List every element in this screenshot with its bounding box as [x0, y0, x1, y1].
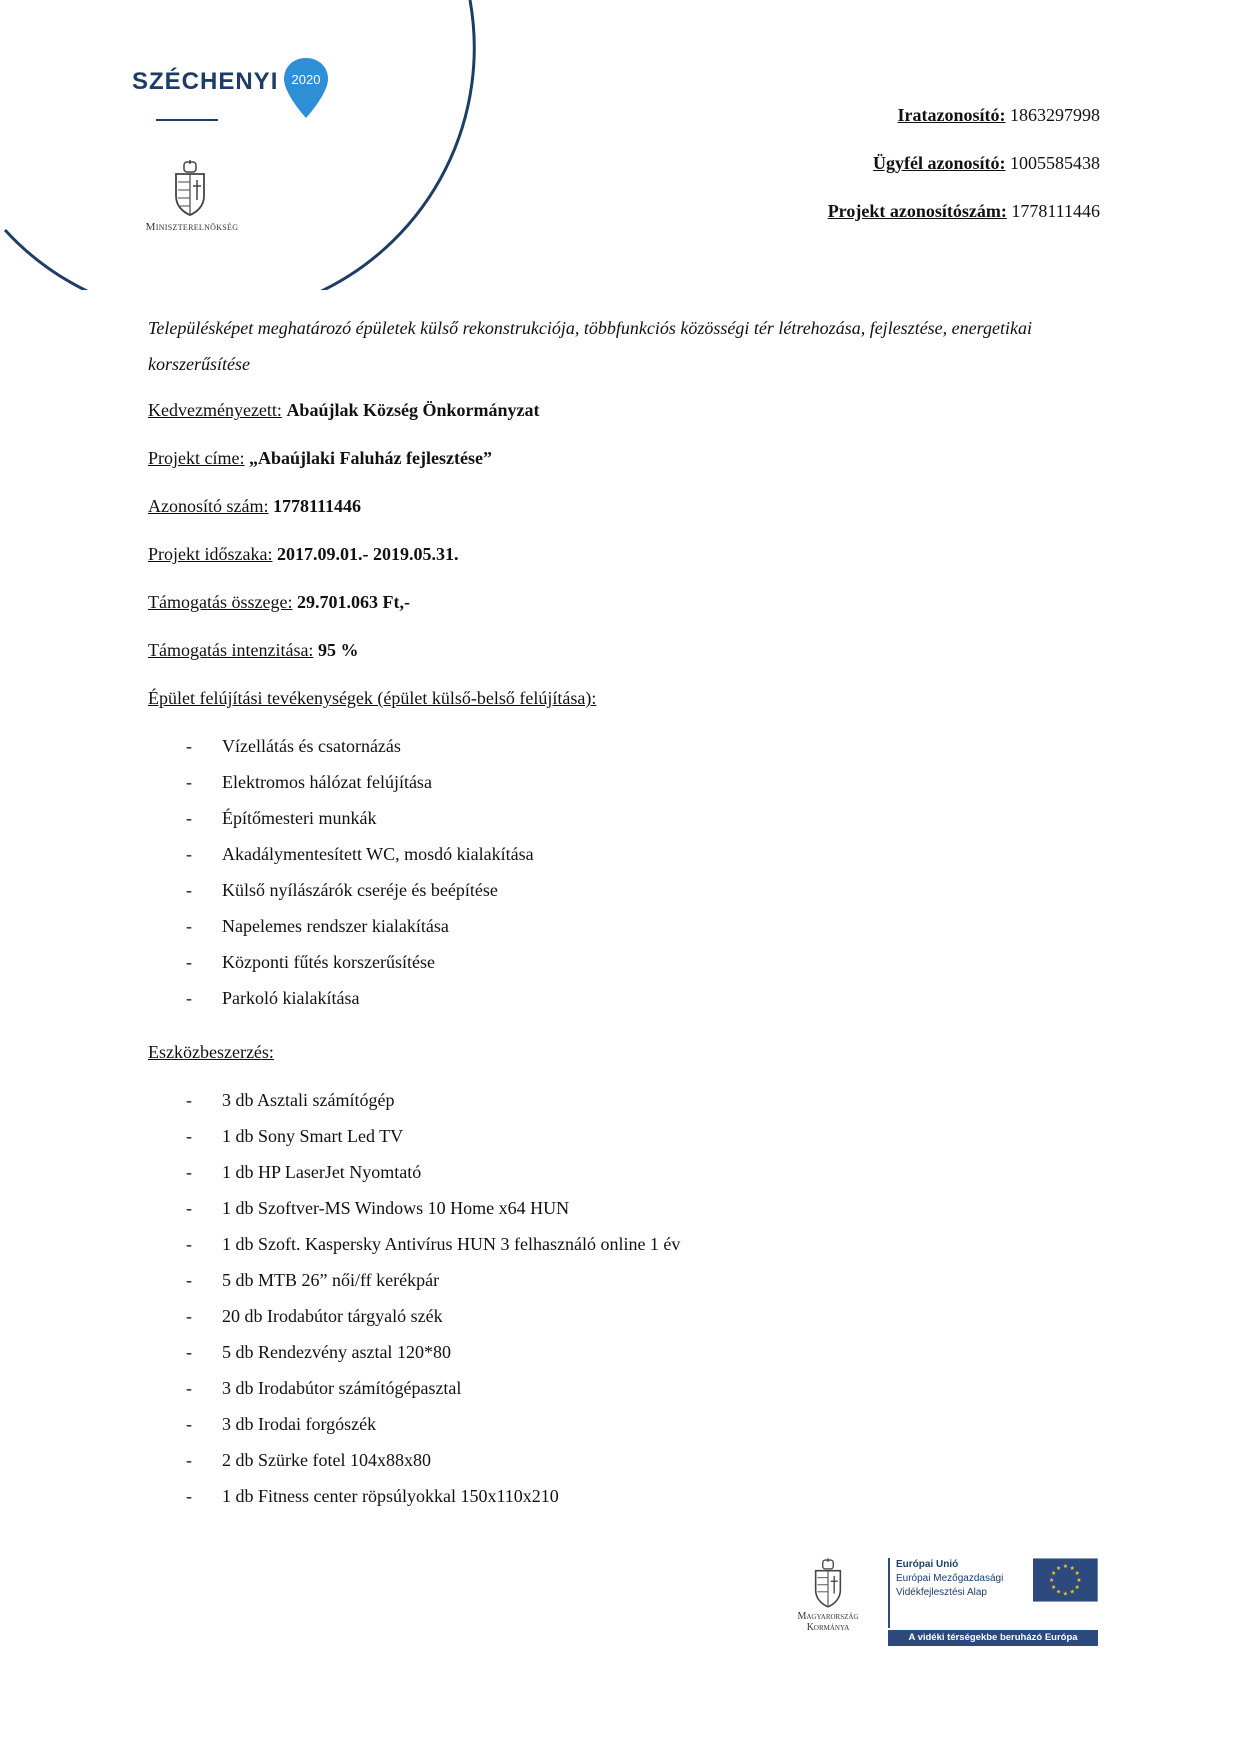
- list-item: - 1 db HP LaserJet Nyomtató: [186, 1162, 422, 1182]
- id-value: 1778111446: [1011, 201, 1100, 221]
- list-item: - Építőmesteri munkák: [186, 808, 377, 828]
- list-item: - Elektromos hálózat felújítása: [186, 772, 432, 792]
- list-item: - Külső nyílászárók cseréje és beépítése: [186, 880, 498, 900]
- list-item: - 5 db MTB 26” női/ff kerékpár: [186, 1270, 440, 1290]
- list-item: - 5 db Rendezvény asztal 120*80: [186, 1342, 451, 1362]
- list-item-text: 1 db Szoftver-MS Windows 10 Home x64 HUN: [222, 1198, 570, 1218]
- id-label: Iratazonosító:: [897, 105, 1006, 125]
- field-project-period: [148, 542, 1098, 566]
- svg-text:★: ★: [1049, 1577, 1055, 1584]
- list-item-text: 3 db Asztali számítógép: [222, 1090, 395, 1110]
- project-description: Településképet meghatározó épületek külső rekonstrukciója, többfunkciós közösségi tér létrehozása, fejlesztése, energetikai korszerűsítése: [148, 318, 1032, 374]
- list-item: - 1 db Sony Smart Led TV: [186, 1126, 404, 1146]
- field-project-title: [148, 446, 1098, 470]
- field-label: Támogatás összege:: [148, 592, 293, 612]
- id-value: 1005585438: [1010, 153, 1100, 173]
- list-item-text: 1 db Fitness center röpsúlyokkal 150x110x210: [222, 1486, 559, 1506]
- field-label: Kedvezményezett:: [148, 400, 282, 420]
- list-item-text: 3 db Irodabútor számítógépasztal: [222, 1378, 462, 1398]
- list-item-text: 1 db Szoft. Kaspersky Antivírus HUN 3 felhasználó online 1 év: [222, 1234, 681, 1254]
- decorative-arc: [0, 0, 480, 290]
- field-value: 1778111446: [272, 496, 361, 516]
- list-item-text: 2 db Szürke fotel 104x88x80: [222, 1450, 431, 1470]
- list-item-text: Parkoló kialakítása: [222, 988, 360, 1008]
- field-support-intensity: [148, 638, 1098, 662]
- list-item-text: 3 db Irodai forgószék: [222, 1414, 377, 1434]
- list-item: - Parkoló kialakítása: [186, 988, 360, 1008]
- logo-word: SZÉCHENYI: [132, 68, 279, 95]
- hungarian-coat-of-arms-icon: [173, 160, 207, 216]
- svg-text:★: ★: [1069, 1566, 1076, 1573]
- document-identifiers: [828, 103, 1100, 247]
- field-beneficiary: [148, 398, 1098, 422]
- field-value: „Abaújlaki Faluház fejlesztése”: [248, 448, 492, 468]
- renovation-heading: Épület felújítási tevékenységek (épület külső-belső felújítása):: [148, 688, 597, 708]
- list-item: - 1 db Szoftver-MS Windows 10 Home x64 HUN: [186, 1198, 570, 1218]
- field-value: Abaújlak Község Önkormányzat: [286, 400, 540, 420]
- government-name-line2: Kormánya: [806, 1622, 850, 1633]
- svg-text:★: ★: [1056, 1589, 1062, 1596]
- list-item-text: Vízellátás és csatornázás: [222, 736, 401, 756]
- field-support-amount: [148, 590, 1098, 614]
- eu-fund-logo: [888, 1558, 1098, 1646]
- list-item-text: Napelemes rendszer kialakítása: [222, 916, 449, 936]
- list-item: - 2 db Szürke fotel 104x88x80: [186, 1450, 431, 1470]
- svg-text:★: ★: [1051, 1571, 1057, 1578]
- field-label: Támogatás intenzitása:: [148, 640, 314, 660]
- field-value: 2017.09.01.- 2019.05.31.: [276, 544, 459, 564]
- svg-text:★: ★: [1074, 1584, 1081, 1591]
- government-logo: [778, 1558, 878, 1633]
- list-item-text: 1 db Sony Smart Led TV: [222, 1126, 404, 1146]
- list-item-text: 1 db HP LaserJet Nyomtató: [222, 1162, 422, 1182]
- eu-fund-line2: Vidékfejlesztési Alap: [896, 1587, 987, 1598]
- list-item-text: 5 db Rendezvény asztal 120*80: [222, 1342, 451, 1362]
- id-label: Ügyfél azonosító:: [873, 153, 1006, 173]
- field-value: 95 %: [317, 640, 359, 660]
- list-item: - 3 db Asztali számítógép: [186, 1090, 395, 1110]
- svg-text:★: ★: [1063, 1564, 1069, 1571]
- list-item-text: 5 db MTB 26” női/ff kerékpár: [222, 1270, 440, 1290]
- list-item: - Akadálymentesített WC, mosdó kialakítása: [186, 844, 534, 864]
- list-item-text: Akadálymentesített WC, mosdó kialakítása: [222, 844, 534, 864]
- list-item: - Vízellátás és csatornázás: [186, 736, 401, 756]
- svg-text:★: ★: [1076, 1577, 1083, 1584]
- id-label: Projekt azonosítószám:: [827, 201, 1007, 221]
- list-item: - 20 db Irodabútor tárgyaló szék: [186, 1306, 443, 1326]
- list-item-text: Elektromos hálózat felújítása: [222, 772, 432, 792]
- list-item: - Központi fűtés korszerűsítése: [186, 952, 435, 972]
- ministry-label: Miniszterelnökség: [145, 221, 239, 233]
- logo-year: 2020: [291, 72, 321, 87]
- list-item-text: Építőmesteri munkák: [222, 808, 377, 828]
- list-item-text: Külső nyílászárók cseréje és beépítése: [222, 880, 498, 900]
- id-row-project: [828, 199, 1100, 247]
- szechenyi-2020-logo: [132, 50, 330, 114]
- eu-fund-line1: Európai Mezőgazdasági: [896, 1573, 1004, 1584]
- location-pin-icon: [282, 56, 330, 120]
- svg-text:★: ★: [1074, 1571, 1081, 1578]
- list-item-text: 20 db Irodabútor tárgyaló szék: [222, 1306, 443, 1326]
- svg-text:★: ★: [1056, 1566, 1062, 1573]
- eu-title: Európai Unió: [896, 1559, 959, 1570]
- equipment-list: [148, 1088, 1098, 1508]
- eu-flag-icon: [1033, 1558, 1098, 1602]
- eu-slogan-banner: A vidéki térségekbe beruházó Európa: [888, 1630, 1098, 1646]
- field-value: 29.701.063 Ft,-: [296, 592, 410, 612]
- id-value: 1863297998: [1010, 105, 1100, 125]
- field-label: Projekt időszaka:: [148, 544, 273, 564]
- document-body: [148, 310, 1098, 1520]
- renovation-list: [148, 734, 1098, 1010]
- list-item-text: Központi fűtés korszerűsítése: [222, 952, 435, 972]
- field-identifier: [148, 494, 1098, 518]
- field-label: Azonosító szám:: [148, 496, 269, 516]
- list-item: - 3 db Irodai forgószék: [186, 1414, 377, 1434]
- id-row-document: [828, 103, 1100, 151]
- svg-text:★: ★: [1063, 1591, 1069, 1598]
- svg-text:★: ★: [1069, 1589, 1076, 1596]
- id-row-client: [828, 151, 1100, 199]
- list-item: - 1 db Fitness center röpsúlyokkal 150x110x210: [186, 1486, 559, 1506]
- hungarian-coat-of-arms-icon: [813, 1558, 843, 1608]
- field-label: Projekt címe:: [148, 448, 245, 468]
- list-item: - Napelemes rendszer kialakítása: [186, 916, 449, 936]
- list-item: - 3 db Irodabútor számítógépasztal: [186, 1378, 462, 1398]
- logo-divider: [156, 119, 218, 121]
- svg-text:★: ★: [1051, 1584, 1057, 1591]
- government-name-line1: Magyarország: [797, 1611, 859, 1622]
- equipment-heading: Eszközbeszerzés:: [148, 1042, 274, 1062]
- footer-logos: [778, 1558, 1098, 1646]
- list-item: - 1 db Szoft. Kaspersky Antivírus HUN 3 felhasználó online 1 év: [186, 1234, 681, 1254]
